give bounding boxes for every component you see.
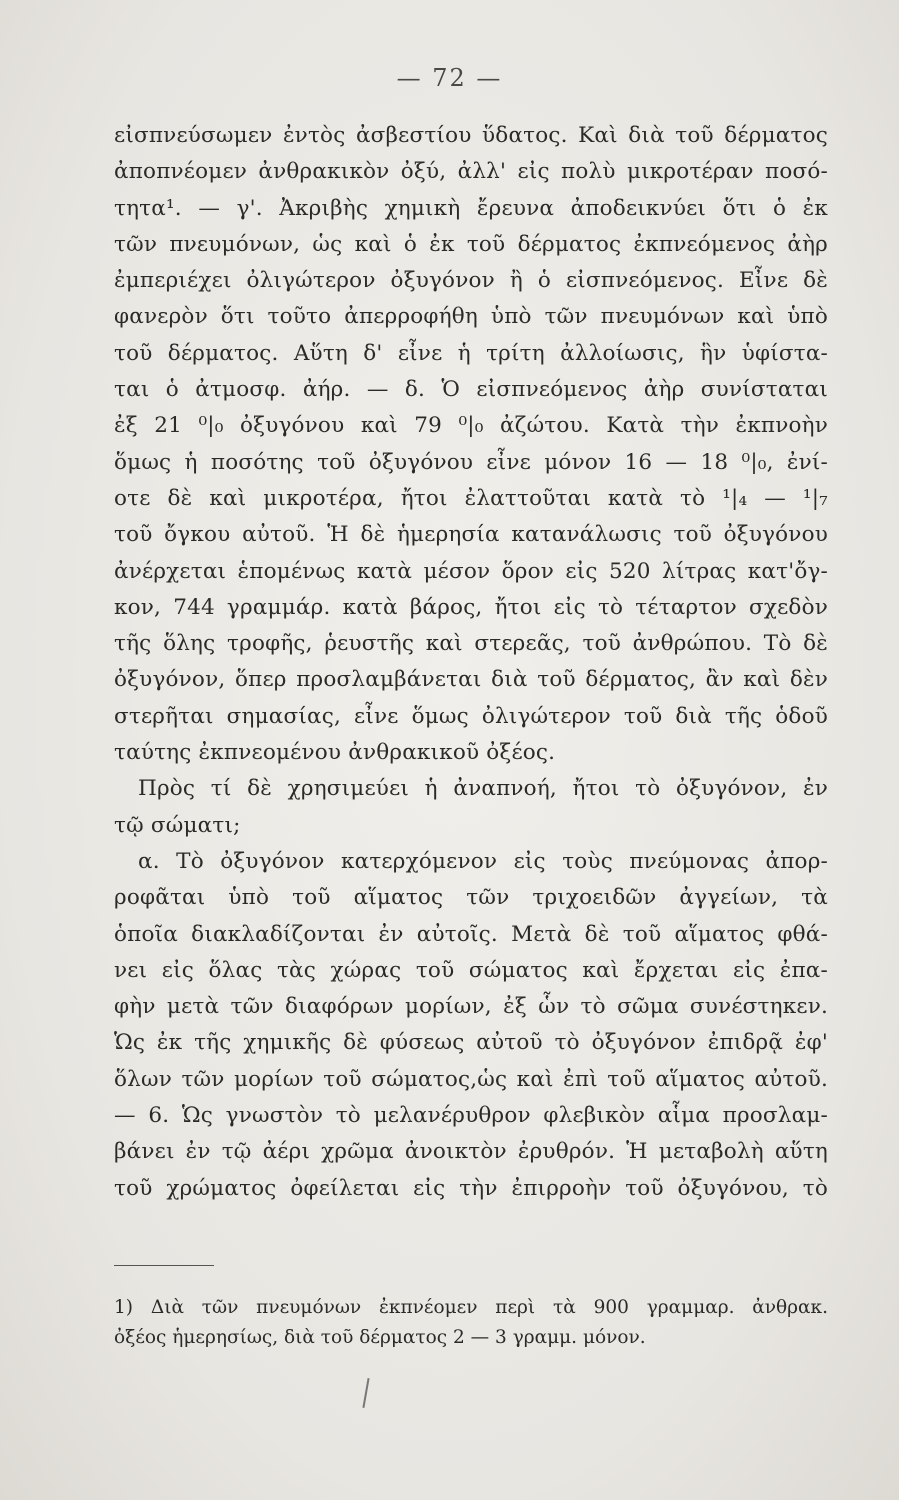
text-line: ἀποπνέομεν ἀνθρακικὸν ὀξύ, ἀλλ' εἰς πολὺ μικροτέραν ποσό- (114, 159, 828, 185)
text-line: Ὡς ἐκ τῆς χημικῆς δὲ φύσεως αὐτοῦ τὸ ὀξυγόνον ἐπιδρᾷ ἐφ' (114, 1030, 828, 1056)
text-line: ἐξ 21 ⁰|₀ ὀξυγόνου καὶ 79 ⁰|₀ ἀζώτου. Κατὰ τὴν ἐκπνοὴν (114, 413, 828, 439)
text-line: κον, 744 γραμμάρ. κατὰ βάρος, ἤτοι εἰς τὸ τέταρτον σχεδὸν (114, 594, 828, 620)
footnote-separator (114, 1265, 214, 1266)
text-line: εἰσπνεύσωμεν ἐντὸς ἀσβεστίου ὕδατος. Καὶ διὰ τοῦ δέρματος (114, 123, 828, 148)
text-line: ται ὁ ἀτμοσφ. ἀήρ. — δ. Ὁ εἰσπνεόμενος ἀὴρ συνίσταται (114, 377, 828, 403)
text-line: ροφᾶται ὑπὸ τοῦ αἵματος τῶν τριχοειδῶν ἀγγείων, τὰ (114, 885, 828, 911)
paragraph-start-line: Πρὸς τί δὲ χρησιμεύει ἡ ἀναπνοή, ἤτοι τὸ ὀξυγόνον, ἐν (138, 776, 828, 802)
text-line: ἐμπεριέχει ὀλιγώτερον ὀξυγόνον ἢ ὁ εἰσπνεόμενος. Εἶνε δὲ (114, 268, 828, 294)
text-line: τῶν πνευμόνων, ὡς καὶ ὁ ἐκ τοῦ δέρματος ἐκπνεόμενος ἀὴρ (114, 231, 828, 257)
text-line: ὅμως ἡ ποσότης τοῦ ὀξυγόνου εἶνε μόνον 16 — 18 ⁰|₀, ἐνί- (114, 449, 828, 475)
text-line: τοῦ δέρματος. Αὕτη δ' εἶνε ἡ τρίτη ἀλλοίωσις, ἣν ὑφίστα- (114, 340, 828, 366)
stray-pen-mark (362, 1378, 369, 1408)
text-line: τητα¹. — γ'. Ἀκριβὴς χημικὴ ἔρευνα ἀποδεικνύει ὅτι ὁ ἐκ (114, 195, 828, 221)
text-line: ὀξυγόνον, ὅπερ προσλαμβάνεται διὰ τοῦ δέρματος, ἂν καὶ δὲν (114, 667, 828, 693)
footnotes (114, 1293, 828, 1353)
text-line: τῆς ὅλης τροφῆς, ῥευστῆς καὶ στερεᾶς, τοῦ ἀνθρώπου. Τὸ δὲ (114, 631, 828, 657)
text-line: οτε δὲ καὶ μικροτέρα, ἤτοι ἐλαττοῦται κατὰ τὸ ¹|₄ — ¹|₇ (114, 485, 828, 511)
text-line: τῷ σώματι; (114, 812, 241, 838)
text-line: φὴν μετὰ τῶν διαφόρων μορίων, ἐξ ὧν τὸ σῶμα συνέστηκεν. (114, 994, 828, 1020)
text-line: τοῦ χρώματος ὀφείλεται εἰς τὴν ἐπιρροὴν τοῦ ὀξυγόνου, τὸ (114, 1175, 828, 1201)
text-line: ταύτης ἐκπνεομένου ἀνθρακικοῦ ὀξέος. (114, 740, 556, 766)
body-text (114, 118, 828, 1207)
text-line: νει εἰς ὅλας τὰς χώρας τοῦ σώματος καὶ ἔρχεται εἰς ἐπα- (114, 957, 828, 983)
page-number: — 72 — (396, 64, 503, 92)
text-line: βάνει ἐν τῷ ἀέρι χρῶμα ἀνοικτὸν ἐρυθρόν. Ἡ μεταβολὴ αὕτη (114, 1139, 828, 1165)
text-line: ὅλων τῶν μορίων τοῦ σώματος,ὡς καὶ ἐπὶ τοῦ αἵματος αὐτοῦ. (114, 1066, 828, 1092)
text-line: φανερὸν ὅτι τοῦτο ἀπερροφήθη ὑπὸ τῶν πνευμόνων καὶ ὑπὸ (114, 304, 828, 330)
text-line: τοῦ ὄγκου αὐτοῦ. Ἡ δὲ ἡμερησία κατανάλωσις τοῦ ὀξυγόνου (114, 522, 828, 548)
footnote-line: ὀξέος ἡμερησίως, διὰ τοῦ δέρματος 2 — 3 γραμμ. μόνον. (114, 1327, 646, 1348)
paragraph-start-line: α. Τὸ ὀξυγόνον κατερχόμενον εἰς τοὺς πνεύμονας ἀπορ- (138, 848, 828, 874)
text-line: ὁποῖα διακλαδίζονται ἐν αὐτοῖς. Μετὰ δὲ τοῦ αἵματος φθά- (114, 921, 828, 947)
text-line: στερῆται σημασίας, εἶνε ὅμως ὀλιγώτερον τοῦ διὰ τῆς ὁδοῦ (114, 703, 828, 729)
text-line: ἀνέρχεται ἑπομένως κατὰ μέσον ὅρον εἰς 520 λίτρας κατ'ὄγ- (114, 558, 828, 584)
footnote-line: 1) Διὰ τῶν πνευμόνων ἐκπνέομεν περὶ τὰ 900 γραμμαρ. ἀνθρακ. (114, 1297, 828, 1318)
text-line: — 6. Ὡς γνωστὸν τὸ μελανέρυθρον φλεβικὸν αἷμα προσλαμ- (114, 1103, 828, 1129)
